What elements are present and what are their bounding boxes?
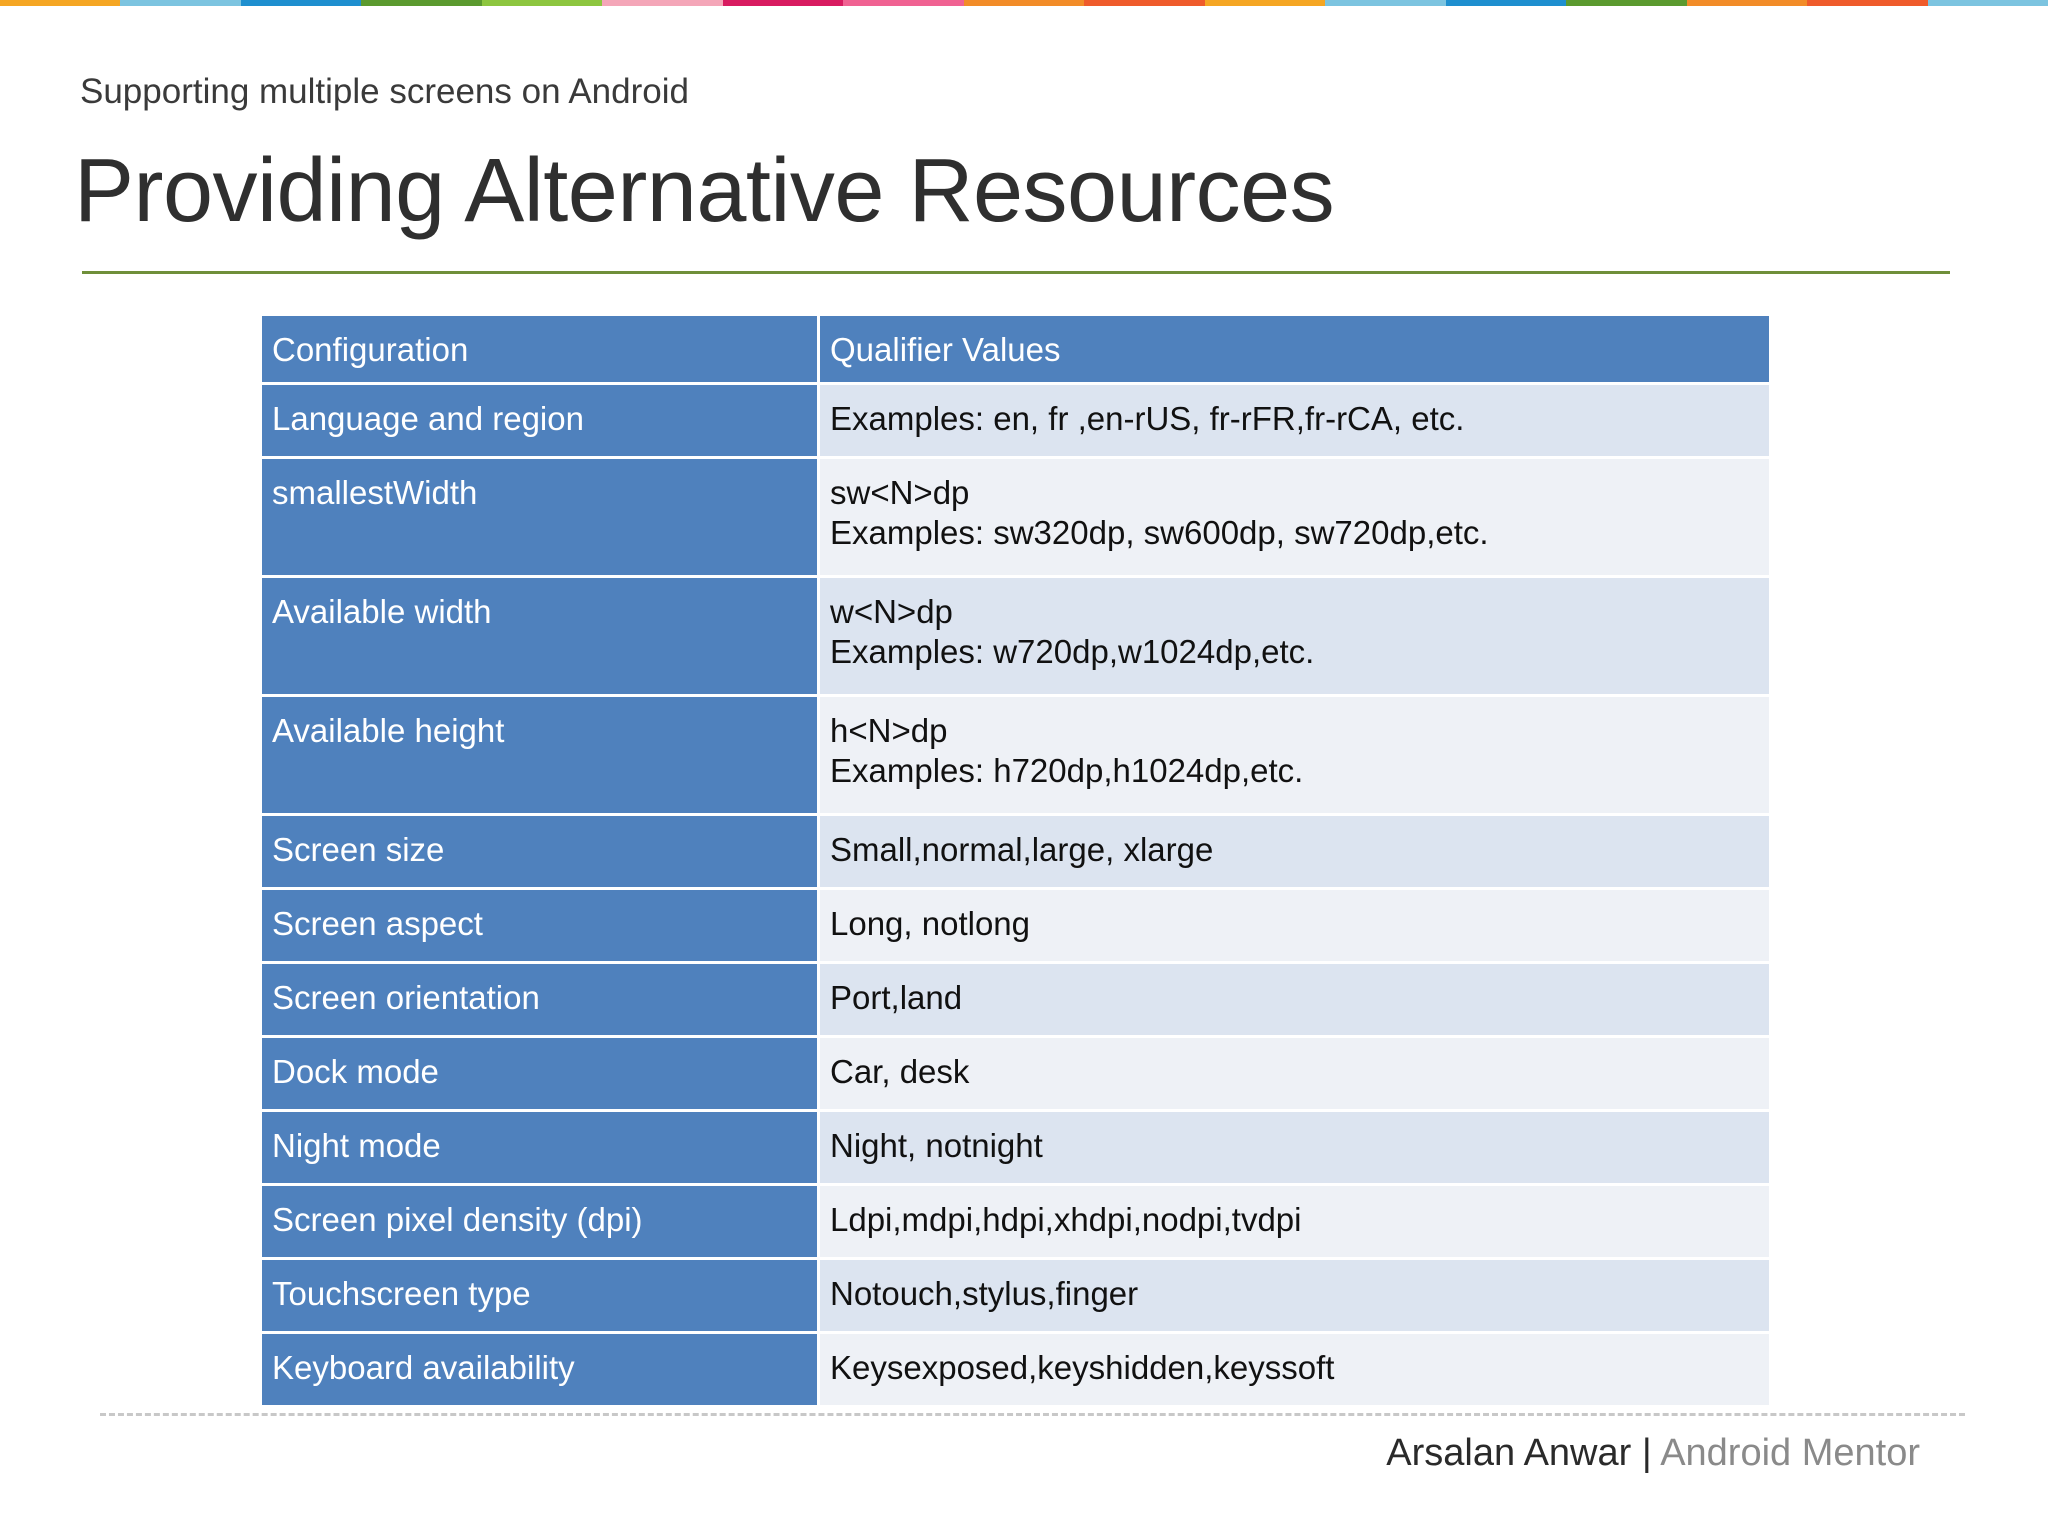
- qualifier-values-cell: [819, 696, 1771, 815]
- qualifier-value-line: Long, notlong: [830, 905, 1031, 942]
- accent-bar-segment: [1566, 0, 1686, 6]
- footer-divider: [100, 1413, 1965, 1416]
- footer-role: Android Mentor: [1660, 1432, 1920, 1474]
- configuration-cell: Available width: [261, 577, 819, 696]
- accent-bar-segment: [1325, 0, 1445, 6]
- qualifier-values-cell: [819, 815, 1771, 889]
- qualifier-values-cell: [819, 889, 1771, 963]
- qualifier-value-line: sw<N>dp: [830, 474, 970, 511]
- qualifier-values-cell: [819, 1333, 1771, 1407]
- accent-bar-segment: [120, 0, 240, 6]
- accent-bar-segment: [1084, 0, 1204, 6]
- table-body: [261, 384, 1771, 1407]
- slide-title: Providing Alternative Resources: [74, 141, 1335, 241]
- table-row: [261, 577, 1771, 696]
- configuration-cell: Available height: [261, 696, 819, 815]
- qualifier-value-line: Notouch,stylus,finger: [830, 1275, 1139, 1312]
- qualifier-value-line: Night, notnight: [830, 1127, 1043, 1164]
- accent-bar-segment: [1205, 0, 1325, 6]
- qualifier-values-cell: [819, 1259, 1771, 1333]
- qualifier-value-line: Car, desk: [830, 1053, 970, 1090]
- qualifier-value-line: Small,normal,large, xlarge: [830, 831, 1214, 868]
- qualifier-values-cell: [819, 458, 1771, 577]
- configuration-cell: Dock mode: [261, 1037, 819, 1111]
- accent-bar-segment: [1687, 0, 1807, 6]
- qualifier-value-line: Ldpi,mdpi,hdpi,xhdpi,nodpi,tvdpi: [830, 1201, 1302, 1238]
- table-header-row: [261, 315, 1771, 384]
- accent-bar-segment: [1928, 0, 2048, 6]
- configuration-cell: Screen aspect: [261, 889, 819, 963]
- table-row: [261, 384, 1771, 458]
- configuration-cell: Night mode: [261, 1111, 819, 1185]
- accent-bar-segment: [602, 0, 722, 6]
- qualifier-value-line: h<N>dp: [830, 712, 948, 749]
- qualifier-values-cell: [819, 963, 1771, 1037]
- header-qualifier-values: Qualifier Values: [819, 315, 1771, 384]
- slide-subtitle: Supporting multiple screens on Android: [80, 72, 689, 111]
- accent-bar-segment: [1807, 0, 1927, 6]
- qualifier-values-cell: [819, 577, 1771, 696]
- footer-author: Arsalan Anwar: [1386, 1432, 1632, 1474]
- accent-bar-segment: [241, 0, 361, 6]
- accent-bar-segment: [0, 0, 120, 6]
- table-row: [261, 1333, 1771, 1407]
- accent-bar-segment: [361, 0, 481, 6]
- qualifier-values-cell: [819, 384, 1771, 458]
- accent-bar-segment: [723, 0, 843, 6]
- qualifier-value-line: Examples: sw320dp, sw600dp, sw720dp,etc.: [830, 514, 1489, 551]
- title-divider: [82, 271, 1950, 274]
- configuration-cell: Language and region: [261, 384, 819, 458]
- configuration-cell: Touchscreen type: [261, 1259, 819, 1333]
- qualifier-value-line: Examples: h720dp,h1024dp,etc.: [830, 752, 1304, 789]
- qualifier-value-line: Port,land: [830, 979, 963, 1016]
- accent-bar-segment: [1446, 0, 1566, 6]
- header-configuration: Configuration: [261, 315, 819, 384]
- configuration-cell: Screen pixel density (dpi): [261, 1185, 819, 1259]
- table-row: [261, 1037, 1771, 1111]
- qualifier-values-cell: [819, 1185, 1771, 1259]
- configuration-cell: Screen size: [261, 815, 819, 889]
- qualifier-value-line: w<N>dp: [830, 593, 953, 630]
- qualifier-table: [259, 313, 1772, 1408]
- configuration-cell: Keyboard availability: [261, 1333, 819, 1407]
- table-row: [261, 1111, 1771, 1185]
- configuration-cell: smallestWidth: [261, 458, 819, 577]
- configuration-cell: Screen orientation: [261, 963, 819, 1037]
- accent-bar-segment: [843, 0, 963, 6]
- table-row: [261, 696, 1771, 815]
- qualifier-values-cell: [819, 1037, 1771, 1111]
- table-row: [261, 815, 1771, 889]
- qualifier-value-line: Examples: en, fr ,en-rUS, fr-rFR,fr-rCA, etc.: [830, 400, 1465, 437]
- qualifier-table-container: [259, 313, 1769, 1408]
- accent-bar-segment: [964, 0, 1084, 6]
- footer-separator: |: [1641, 1432, 1652, 1474]
- qualifier-value-line: Keysexposed,keyshidden,keyssoft: [830, 1349, 1335, 1386]
- table-row: [261, 889, 1771, 963]
- table-row: [261, 1185, 1771, 1259]
- table-row: [261, 963, 1771, 1037]
- table-row: [261, 458, 1771, 577]
- qualifier-value-line: Examples: w720dp,w1024dp,etc.: [830, 633, 1315, 670]
- accent-bar-segment: [482, 0, 602, 6]
- footer-credit: [1386, 1432, 1920, 1475]
- accent-color-bar: [0, 0, 2048, 6]
- qualifier-values-cell: [819, 1111, 1771, 1185]
- table-row: [261, 1259, 1771, 1333]
